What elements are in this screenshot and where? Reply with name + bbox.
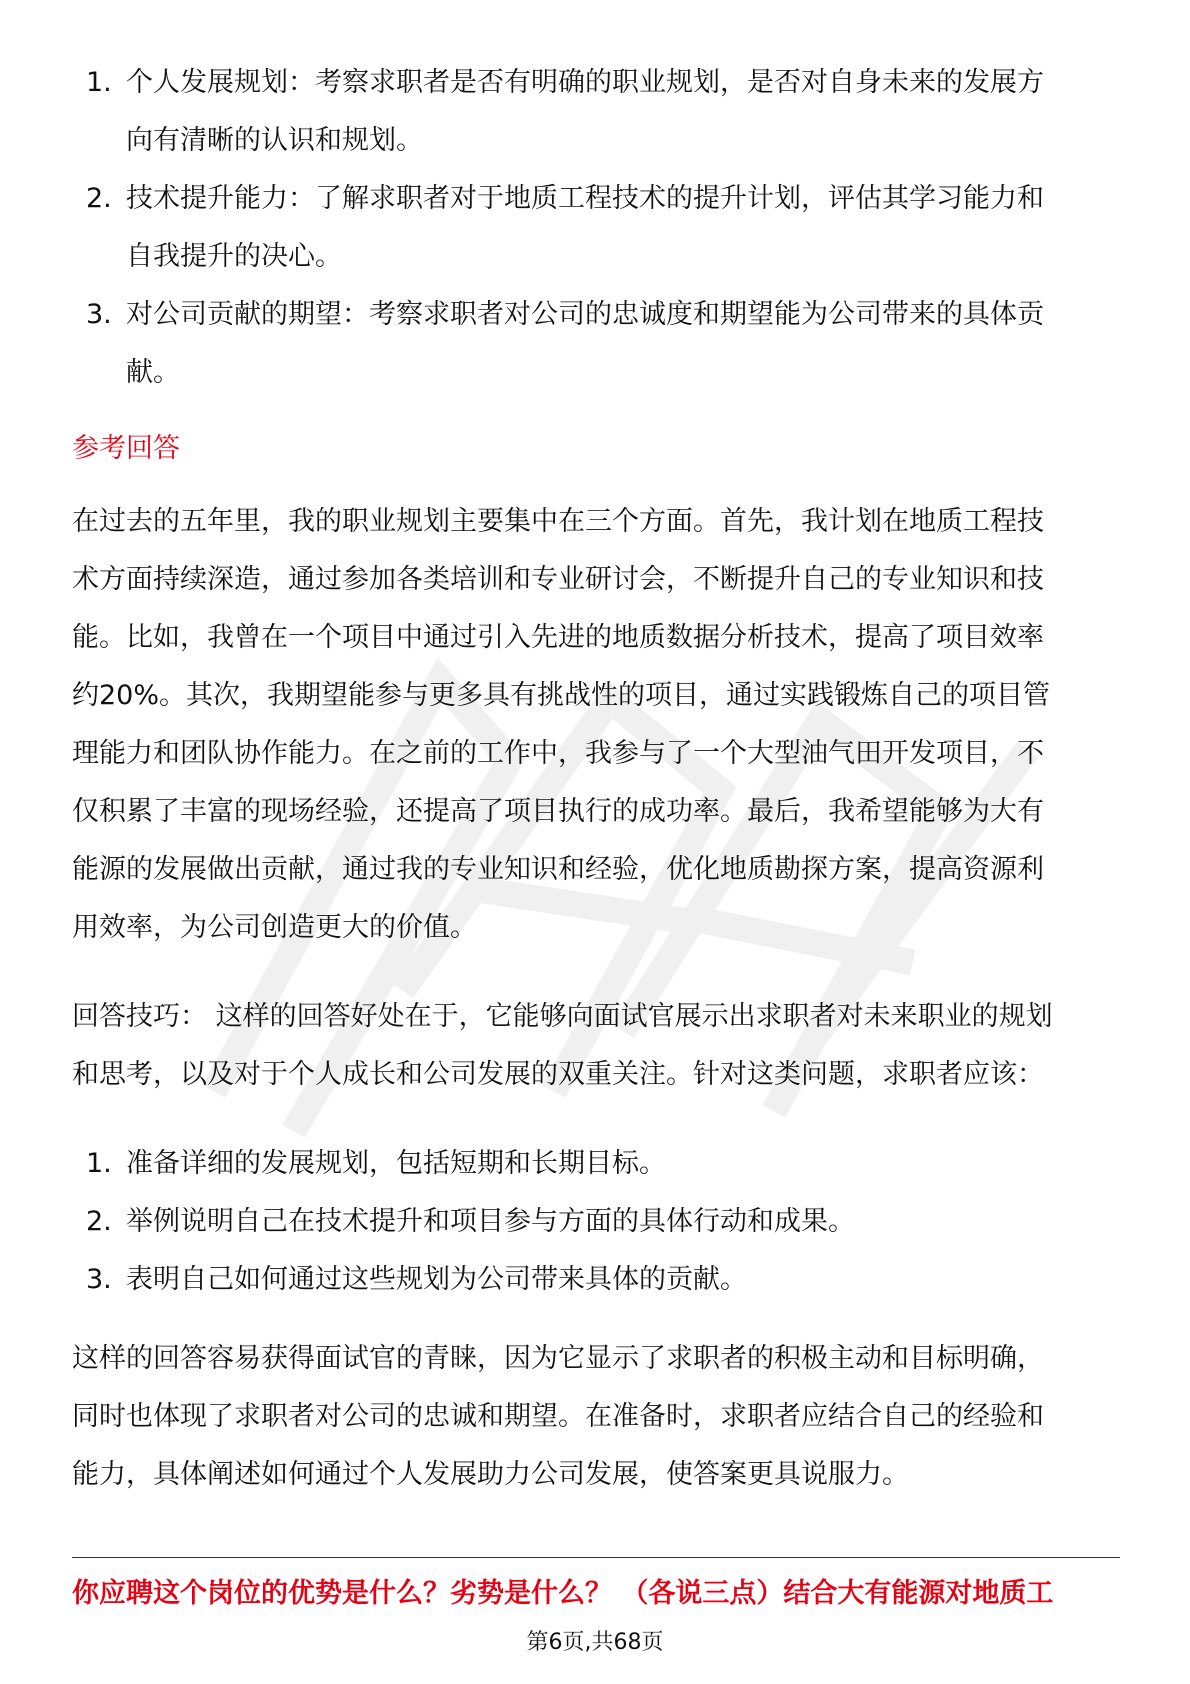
list-item — [72, 54, 1120, 170]
closing-paragraph — [72, 1330, 1120, 1504]
list-item — [72, 170, 1120, 286]
text-line: 能源的发展做出贡献，通过我的专业知识和经验，优化地质勘探方案，提高资源利 — [72, 854, 1044, 885]
reference-answer-paragraph — [72, 493, 1120, 957]
text-line: 个人发展规划：考察求职者是否有明确的职业规划，是否对自身未来的发展方 — [126, 67, 1044, 98]
text-line: 理能力和团队协作能力。在之前的工作中，我参与了一个大型油气田开发项目，不 — [72, 738, 1044, 769]
list-item-text: 表明自己如何通过这些规划为公司带来具体的贡献。 — [126, 1264, 747, 1295]
text-line: 回答技巧： 这样的回答好处在于，它能够向面试官展示出求职者对未来职业的规划 — [72, 1001, 1053, 1032]
text-line: 能。比如，我曾在一个项目中通过引入先进的地质数据分析技术，提高了项目效率 — [72, 622, 1044, 653]
text-line: 技术提升能力：了解求职者对于地质工程技术的提升计划，评估其学习能力和 — [126, 183, 1044, 214]
list-item-text: 举例说明自己在技术提升和项目参与方面的具体行动和成果。 — [126, 1206, 855, 1237]
list-number: 3. — [86, 1264, 112, 1295]
list-item — [72, 286, 1120, 402]
list-number: 2. — [86, 183, 112, 214]
answer-tips-paragraph — [72, 988, 1120, 1104]
text-line: 能力，具体阐述如何通过个人发展助力公司发展，使答案更具说服力。 — [72, 1459, 909, 1490]
text-line: 这样的回答容易获得面试官的青睐，因为它显示了求职者的积极主动和目标明确， — [72, 1343, 1044, 1374]
list-item-text — [126, 54, 1120, 170]
list-item — [72, 1135, 1120, 1193]
text-line: 用效率，为公司创造更大的价值。 — [72, 912, 477, 943]
text-line: 术方面持续深造，通过参加各类培训和专业研讨会，不断提升自己的专业知识和技 — [72, 564, 1044, 595]
text-line: 和思考，以及对于个人成长和公司发展的双重关注。针对这类问题，求职者应该： — [72, 1059, 1044, 1090]
list-item-text — [126, 170, 1120, 286]
list-item-text — [126, 286, 1120, 402]
list-number: 1. — [86, 67, 112, 98]
list-number: 1. — [86, 1148, 112, 1179]
reference-answer-heading: 参考回答 — [72, 433, 180, 464]
list-number: 2. — [86, 1206, 112, 1237]
list-item — [72, 1193, 1120, 1251]
text-line: 对公司贡献的期望：考察求职者对公司的忠诚度和期望能为公司带来的具体贡 — [126, 299, 1044, 330]
text-line: 向有清晰的认识和规划。 — [126, 125, 423, 156]
list-item — [72, 1251, 1120, 1309]
section-divider — [72, 1557, 1120, 1558]
text-line: 献。 — [126, 357, 180, 388]
text-line: 同时也体现了求职者对公司的忠诚和期望。在准备时，求职者应结合自己的经验和 — [72, 1401, 1044, 1432]
page-number: 第6页,共68页 — [526, 1630, 664, 1655]
next-question-heading: 你应聘这个岗位的优势是什么？劣势是什么？ （各说三点）结合大有能源对地质工 — [72, 1578, 1054, 1609]
text-line: 仅积累了丰富的现场经验，还提高了项目执行的成功率。最后，我希望能够为大有 — [72, 796, 1044, 827]
text-line: 自我提升的决心。 — [126, 241, 342, 272]
list-number: 3. — [86, 299, 112, 330]
tips-list — [72, 1135, 1120, 1309]
list-item-text: 准备详细的发展规划，包括短期和长期目标。 — [126, 1148, 666, 1179]
requirements-list — [72, 54, 1120, 402]
text-line: 约20%。其次，我期望能参与更多具有挑战性的项目，通过实践锻炼自己的项目管 — [72, 680, 1051, 711]
text-line: 在过去的五年里，我的职业规划主要集中在三个方面。首先，我计划在地质工程技 — [72, 506, 1044, 537]
